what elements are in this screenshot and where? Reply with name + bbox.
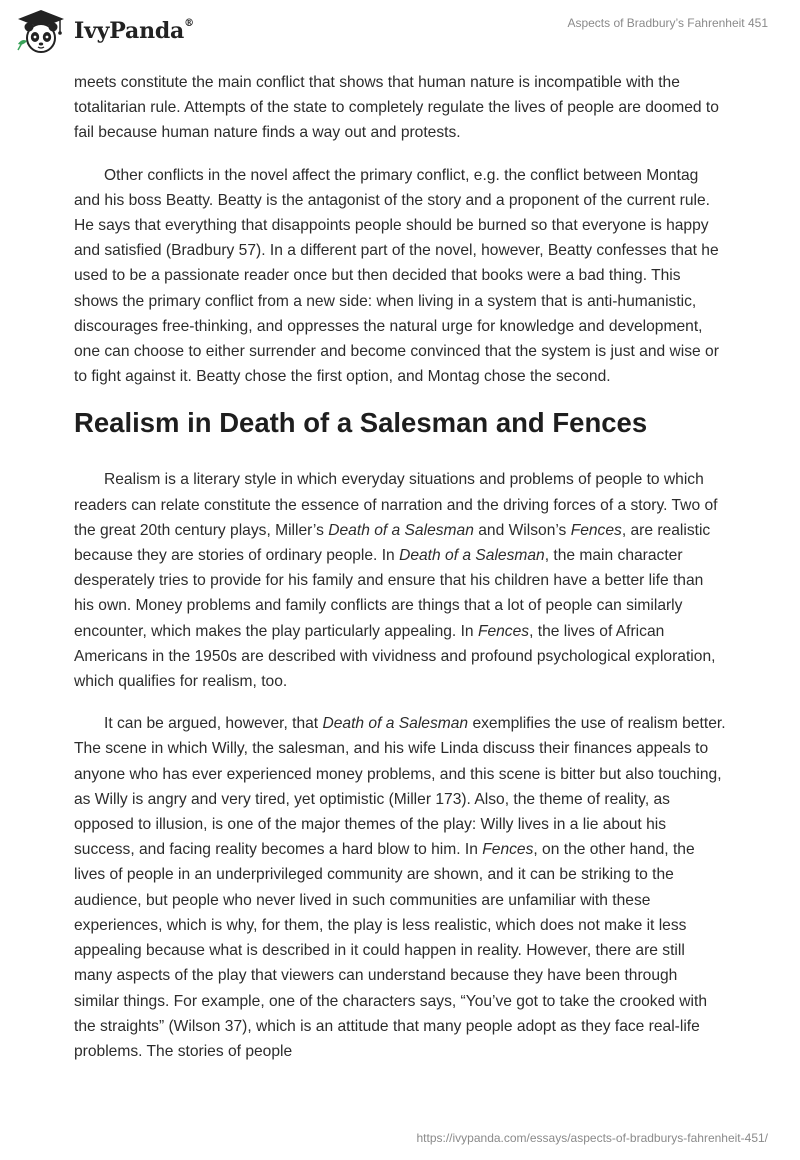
paragraph-1: meets constitute the main conflict that shows that human nature is incompatible with the totalitarian rule. Attempts of the state to completely regulate the lives of people are doomed to fail because human nature finds a way out and protests. — [74, 74, 719, 142]
paragraph-3: Realism is a literary style in which everyday situations and problems of people to which readers can relate constitute the essence of narration and the driving forces of a story. Two of the great 20th century plays, Miller’s Death of a Salesman and Wilson’s Fences, are realistic because they are stories of ordinary people. In Death of a Salesman, the main character desperately tries to provide for his family and ensure that his children have a better life than his own. Money problems and family conflicts are things that a lot of people can similarly encounter, which makes the play particularly appealing. In Fences, the lives of African Americans in the 1950s are described with vividness and profound psychological exploration, which qualifies for realism, too. — [74, 471, 718, 691]
paragraph-4: It can be argued, however, that Death of a Salesman exemplifies the use of realism better. The scene in which Willy, the salesman, and his wife Linda discuss their finances appeals to anyone who has ever experienced money problems, and this scene is bitter but also touching, as Willy is angry and very tired, yet optimistic (Miller 173). Also, the theme of reality, as opposed to illusion, is one of the major themes of the play: Willy lives in a lie about his success, and facing reality becomes a hard blow to him. In Fences, on the other hand, the lives of people in an underprivileged community are shown, and it can be striking to the audience, but people who never lived in such communities are unfamiliar with these experiences, which is why, for them, the play is less realistic, which does not make it less appealing because what is described in it could happen in reality. However, there are still many aspects of the play that viewers can understand because they have been through similar things. For example, one of the characters says, “You’ve got to take the crooked with the straights” (Wilson 37), which is an attitude that many people adopt as they face real-life problems. The stories of people — [74, 715, 726, 1060]
panda-graduate-icon — [14, 8, 68, 54]
document-title: Aspects of Bradbury’s Fahrenheit 451 — [567, 16, 768, 30]
ivypanda-logo[interactable] — [14, 8, 194, 54]
source-url[interactable]: https://ivypanda.com/essays/aspects-of-bradburys-fahrenheit-451/ — [416, 1131, 768, 1145]
page-header — [0, 0, 800, 70]
logo-text: IvyPanda® — [74, 17, 194, 44]
paragraph-2: Other conflicts in the novel affect the primary conflict, e.g. the conflict between Montag and his boss Beatty. Beatty is the antagonist of the story and a proponent of the current rule. He says that everything that disappoints people should be burned so that everyone is happy and satisfied (Bradbury 57). In a different part of the novel, however, Beatty confesses that he used to be a passionate reader once but then decided that books were a bad thing. This shows the primary conflict from a new side: when living in a system that is anti-humanistic, discourages free-thinking, and oppresses the natural urge for knowledge and development, one can choose to either surrender and become convinced that the system is just and wise or to fight against it. Beatty chose the first option, and Montag chose the second. — [74, 166, 719, 386]
essay-body — [74, 70, 726, 1081]
section-heading: Realism in Death of a Salesman and Fences — [74, 407, 648, 439]
